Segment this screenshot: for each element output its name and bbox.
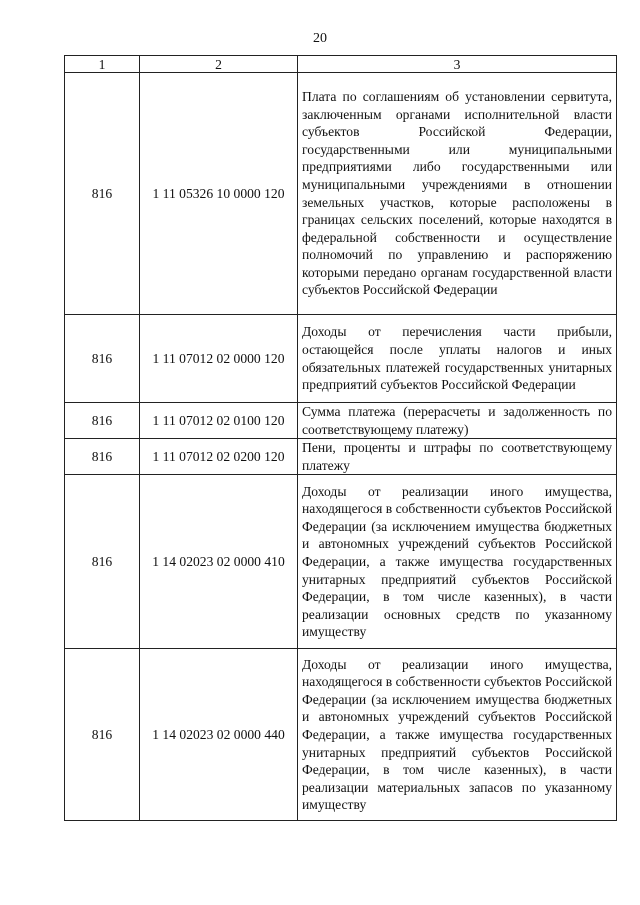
description-cell: Пени, проценты и штрафы по соответствующему платежу xyxy=(298,439,617,475)
budget-code-cell: 1 11 07012 02 0200 120 xyxy=(140,439,298,475)
admin-code-cell: 816 xyxy=(65,403,140,439)
column-header-1: 1 xyxy=(65,56,140,73)
description-cell: Доходы от реализации иного имущества, находящегося в собственности субъектов Российской Федерации (за исключением имущества бюджетных и автономных учреждений субъектов Российской Федерации, а также имущества государственных унитарных предприятий субъектов Российской Федерации, в том числе казенных), в части реализации основных средств по указанному имуществу xyxy=(298,475,617,649)
page-number: 20 xyxy=(313,31,327,46)
table-row xyxy=(65,439,617,475)
table-row xyxy=(65,73,617,315)
table-row xyxy=(65,475,617,649)
budget-code-cell: 1 11 07012 02 0100 120 xyxy=(140,403,298,439)
description-cell: Доходы от перечисления части прибыли, остающейся после уплаты налогов и иных обязательных платежей государственных унитарных предприятий субъектов Российской Федерации xyxy=(298,315,617,403)
table-row xyxy=(65,649,617,821)
budget-code-cell: 1 14 02023 02 0000 440 xyxy=(140,649,298,821)
revenue-codes-table xyxy=(64,55,617,821)
admin-code-cell: 816 xyxy=(65,73,140,315)
description-cell: Доходы от реализации иного имущества, находящегося в собственности субъектов Российской Федерации (за исключением имущества бюджетных и автономных учреждений субъектов Российской Федерации, а также имущества государственных унитарных предприятий субъектов Российской Федерации, в том числе казенных), в части реализации материальных запасов по указанному имуществу xyxy=(298,649,617,821)
admin-code-cell: 816 xyxy=(65,439,140,475)
budget-code-cell: 1 14 02023 02 0000 410 xyxy=(140,475,298,649)
description-cell: Сумма платежа (перерасчеты и задолженность по соответствующему платежу) xyxy=(298,403,617,439)
admin-code-cell: 816 xyxy=(65,475,140,649)
table-row xyxy=(65,403,617,439)
admin-code-cell: 816 xyxy=(65,649,140,821)
description-cell: Плата по соглашениям об установлении сервитута, заключенным органами исполнительной власти субъектов Российской Федерации, государственными или муниципальными предприятиями либо государственными или муниципальными учреждениями в отношении земельных участков, которые расположены в границах сельских поселений, которые находятся в федеральной собственности и осуществление полномочий по управлению и распоряжению которыми передано органам государственной власти субъектов Российской Федерации xyxy=(298,73,617,315)
table-header-row xyxy=(65,56,617,73)
column-header-2: 2 xyxy=(140,56,298,73)
column-header-3: 3 xyxy=(298,56,617,73)
budget-code-cell: 1 11 07012 02 0000 120 xyxy=(140,315,298,403)
table-row xyxy=(65,315,617,403)
admin-code-cell: 816 xyxy=(65,315,140,403)
budget-code-cell: 1 11 05326 10 0000 120 xyxy=(140,73,298,315)
